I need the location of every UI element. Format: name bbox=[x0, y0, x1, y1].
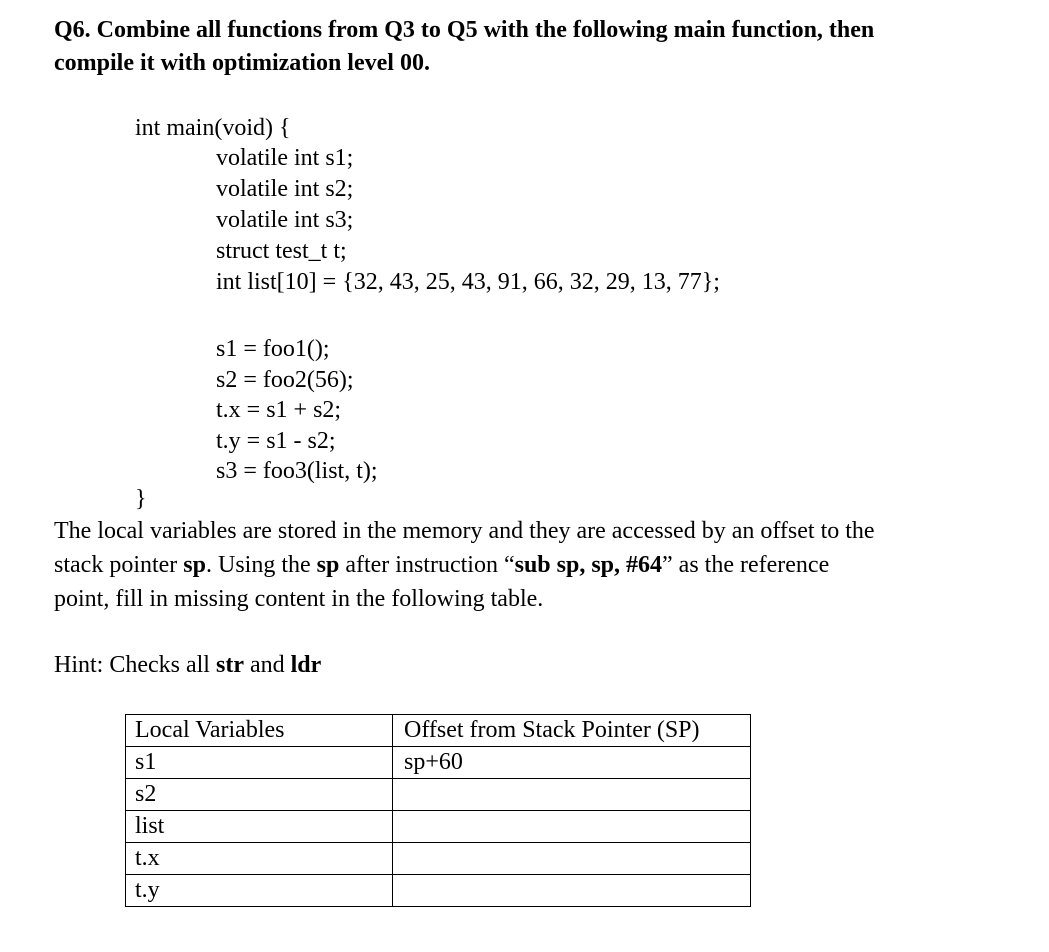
table-row bbox=[126, 811, 751, 843]
table-row bbox=[126, 747, 751, 779]
code-declaration: int list[10] = {32, 43, 25, 43, 91, 66, 32, 29, 13, 77}; bbox=[216, 269, 720, 295]
variable-cell: s1 bbox=[126, 747, 393, 779]
hint-line bbox=[54, 648, 321, 682]
variable-cell: t.x bbox=[126, 843, 393, 875]
variable-cell: t.y bbox=[126, 875, 393, 907]
keyword-ldr: ldr bbox=[290, 652, 322, 678]
code-statement: t.y = s1 - s2; bbox=[216, 428, 336, 454]
paragraph-text: ” as the reference bbox=[662, 552, 830, 578]
table-header-cell: Local Variables bbox=[126, 715, 393, 747]
code-declaration: struct test_t t; bbox=[216, 238, 347, 264]
offset-cell: sp+60 bbox=[393, 747, 751, 779]
code-closing-brace: } bbox=[135, 486, 147, 512]
offset-cell bbox=[393, 779, 751, 811]
paragraph-line-2 bbox=[54, 548, 829, 582]
offset-cell bbox=[393, 843, 751, 875]
code-statement: t.x = s1 + s2; bbox=[216, 397, 342, 423]
hint-text: Hint: Checks all bbox=[54, 652, 216, 678]
table-header-cell: Offset from Stack Pointer (SP) bbox=[393, 715, 751, 747]
code-declaration: volatile int s3; bbox=[216, 207, 354, 233]
code-statement: s3 = foo3(list, t); bbox=[216, 458, 378, 484]
table-header-row bbox=[126, 715, 751, 747]
paragraph-line-1: The local variables are stored in the memory and they are accessed by an offset to the bbox=[54, 518, 875, 544]
hint-text: and bbox=[243, 652, 291, 678]
table-row bbox=[126, 875, 751, 907]
paragraph-line-3: point, fill in missing content in the following table. bbox=[54, 586, 544, 612]
table-row bbox=[126, 779, 751, 811]
code-main-signature: int main(void) { bbox=[135, 115, 291, 141]
code-declaration: volatile int s2; bbox=[216, 176, 354, 202]
variable-cell: s2 bbox=[126, 779, 393, 811]
keyword-sp: sp bbox=[316, 552, 340, 578]
code-statement: s1 = foo1(); bbox=[216, 336, 330, 362]
table-row bbox=[126, 843, 751, 875]
question-line-2: compile it with optimization level 00. bbox=[54, 50, 430, 76]
instruction-text: sub sp, sp, #64 bbox=[514, 552, 663, 578]
offset-table bbox=[125, 714, 751, 907]
code-declaration: volatile int s1; bbox=[216, 145, 354, 171]
question-line-1: Q6. Combine all functions from Q3 to Q5 with the following main function, then bbox=[54, 17, 875, 43]
code-statement: s2 = foo2(56); bbox=[216, 367, 354, 393]
offset-cell bbox=[393, 875, 751, 907]
paragraph-text: stack pointer bbox=[54, 552, 184, 578]
keyword-str: str bbox=[215, 652, 244, 678]
keyword-sp: sp bbox=[183, 552, 206, 578]
offset-cell bbox=[393, 811, 751, 843]
paragraph-text: . Using the bbox=[205, 552, 317, 578]
paragraph-text: after instruction “ bbox=[339, 552, 515, 578]
variable-cell: list bbox=[126, 811, 393, 843]
